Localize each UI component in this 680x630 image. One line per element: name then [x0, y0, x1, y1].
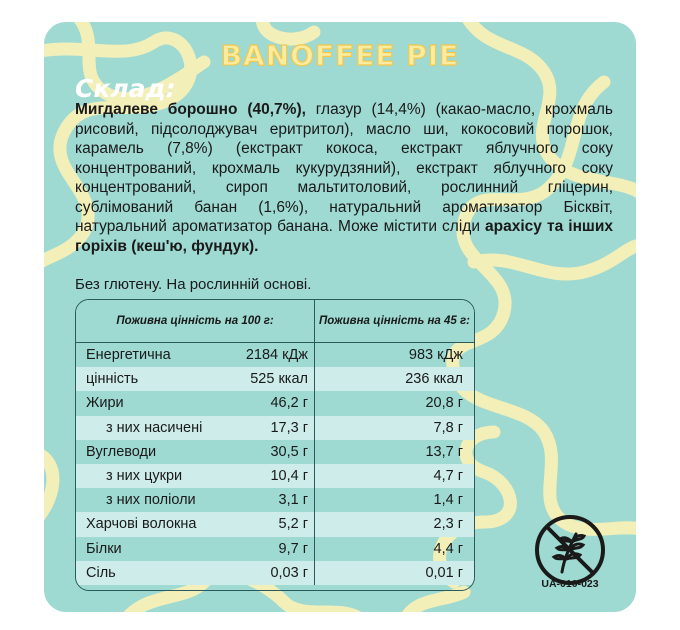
nutrition-row [76, 343, 474, 367]
value-per-45g: 4,4 г [433, 540, 463, 557]
nutrient-name: з них цукри [106, 468, 183, 485]
value-per-100g: 17,3 г [233, 416, 315, 440]
nutrient-name: Сіль [86, 564, 116, 581]
nutrition-row [76, 537, 474, 561]
value-per-45g: 983 кДж [408, 347, 463, 364]
value-per-45g: 4,7 г [433, 468, 463, 485]
nutrient-name: Жири [86, 395, 124, 412]
value-per-100g: 2184 кДж [233, 343, 315, 367]
nutrition-row [76, 464, 474, 488]
value-per-45g: 13,7 г [425, 443, 463, 460]
ingredients-lead: Мигдалеве борошно (40,7%), [75, 101, 306, 118]
label-card [44, 22, 636, 612]
value-per-100g: 525 ккал [233, 367, 315, 391]
value-per-45g: 0,01 г [425, 564, 463, 581]
nutrition-row [76, 488, 474, 512]
nutrition-row [76, 440, 474, 464]
nutrient-name: Вуглеводи [86, 443, 157, 460]
value-per-45g: 1,4 г [433, 492, 463, 509]
value-per-100g: 0,03 г [233, 561, 315, 585]
nutrient-name: Білки [86, 540, 122, 557]
nutrient-name: Харчові волокна [86, 516, 197, 533]
value-per-45g: 236 ккал [405, 371, 463, 388]
header-per-100g: Поживна цінність на 100 г: [76, 300, 315, 342]
value-per-100g: 3,1 г [233, 488, 315, 512]
value-per-45g: 20,8 г [425, 395, 463, 412]
ingredients-body: глазур (14,4%) (какао-масло, крохмаль рисовий, підсолоджувач еритритол), масло ши, кокосовий порошок, карамель (7,8%) (екстракт кокоса, екстракт яблучного соку концентрований, крохмаль кукурудзяний), екстракт яблучного соку концентрований, сироп мальтитоловий, рослинний гліцерин, сублімований банан (1,6%), натуральний ароматизатор Бісквіт, натуральний ароматизатор банана. Може містити сліди [75, 101, 613, 235]
value-per-100g: 5,2 г [233, 512, 315, 536]
allergens-text: арахісу та інших горіхів (кеш'ю, фундук). [75, 218, 613, 255]
nutrition-table-header [76, 300, 474, 343]
nutrition-table [75, 299, 475, 591]
header-per-45g: Поживна цінність на 45 г: [319, 315, 470, 327]
value-per-100g: 10,4 г [233, 464, 315, 488]
product-title: BANOFFEE PIE [220, 39, 460, 72]
nutrition-rows [76, 343, 474, 585]
nutrient-name: цінність [86, 371, 139, 388]
nutrition-row [76, 512, 474, 536]
nutrition-row [76, 367, 474, 391]
gluten-free-icon [532, 512, 608, 588]
nutrient-name: з них насичені [106, 419, 203, 436]
value-per-100g: 30,5 г [233, 440, 315, 464]
ingredients-text [75, 100, 613, 256]
nutrient-name: Енергетична [86, 347, 171, 364]
composition-heading: Склад: [75, 74, 176, 103]
value-per-100g: 46,2 г [233, 391, 315, 415]
value-per-45g: 7,8 г [433, 419, 463, 436]
nutrition-row [76, 391, 474, 415]
value-per-45g: 2,3 г [433, 516, 463, 533]
certification-code: UA-010-023 [541, 578, 599, 590]
gluten-note: Без глютену. На рослинній основі. [75, 276, 312, 293]
nutrition-row [76, 416, 474, 440]
nutrition-row [76, 561, 474, 585]
nutrient-name: з них поліоли [106, 492, 196, 509]
value-per-100g: 9,7 г [233, 537, 315, 561]
